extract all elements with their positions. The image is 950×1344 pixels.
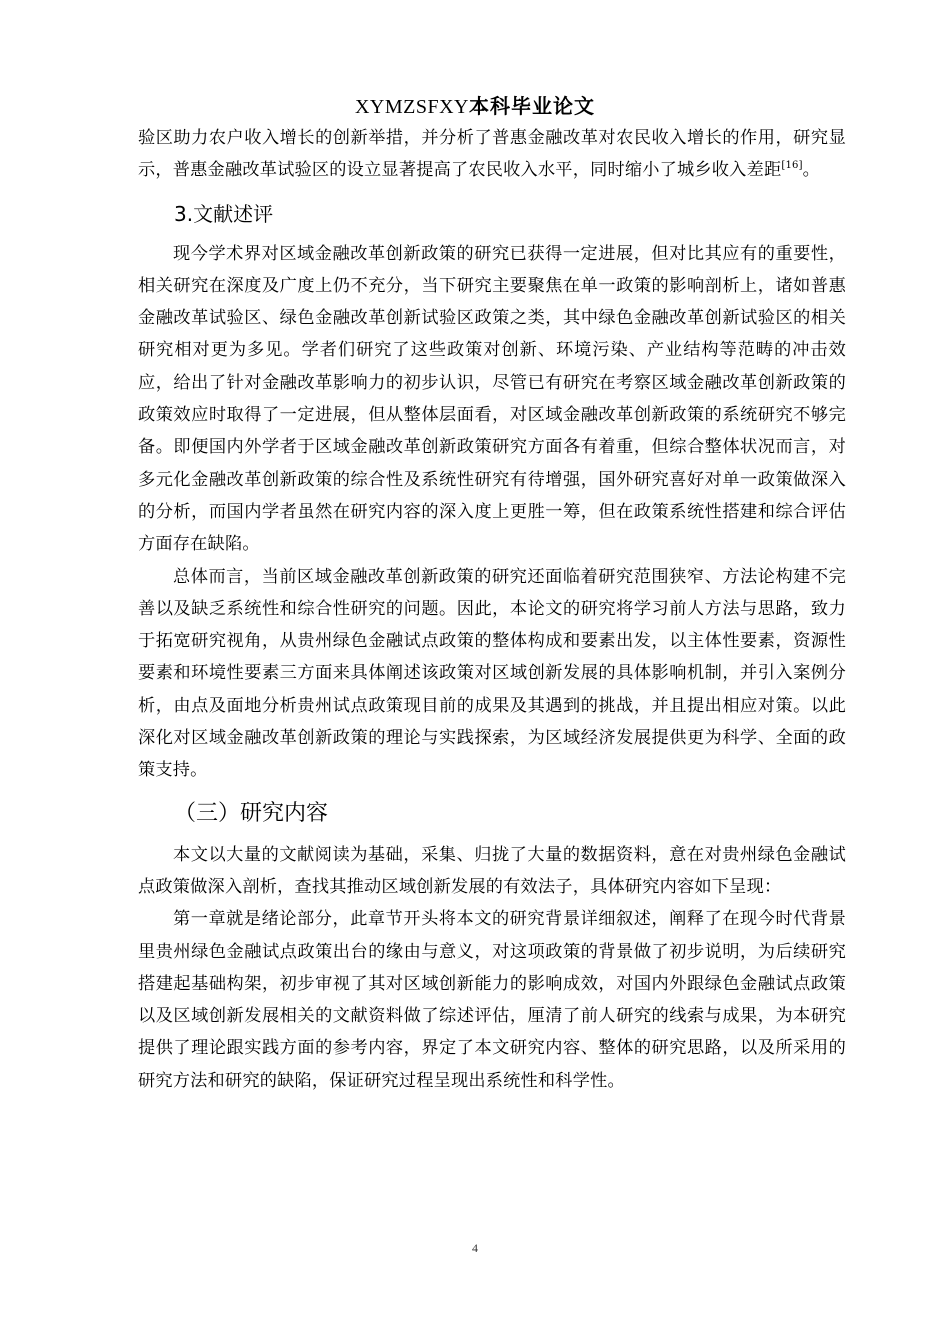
section-heading-research-content: （三）研究内容 [174, 800, 329, 826]
paragraph-review-2: 总体而言，当前区域金融改革创新政策的研究还面临着研究范围狭窄、方法论构建不完善以及缺乏系统性和综合性研究的问题。因此，本论文的研究将学习前人方法与思路，致力于拓宽研究视角，从贵州绿色金融试点政策的整体构成和要素出发，以主体性要素，资源性要素和环境性要素三方面来具体阐述该政策对区域创新发展的具体影响机制，并引入案例分析，由点及面地分析贵州试点政策现目前的成果及其遇到的挑战，并且提出相应对策。以此深化对区域金融改革创新政策的理论与实践探索，为区域经济发展提供更为科学、全面的政策支持。 [138, 566, 846, 781]
paragraph-end: 。 [802, 160, 821, 181]
page-header [0, 92, 950, 121]
paragraph-continued [138, 122, 846, 187]
paragraph-content-1: 本文以大量的文献阅读为基础，采集、归拢了大量的数据资料，意在对贵州绿色金融试点政策做深入剖析，查找其推动区域创新发展的有效法子，具体研究内容如下呈现： [138, 844, 846, 897]
page-body [138, 122, 846, 1097]
header-label: 本科毕业论文 [469, 94, 596, 118]
paragraph-content-2: 第一章就是绪论部分，此章节开头将本文的研究背景详细叙述，阐释了在现今时代背景里贵州绿色金融试点政策出台的缘由与意义，对这项政策的背景做了初步说明，为后续研究搭建起基础构架，初步审视了其对区域创新能力的影响成效，对国内外跟绿色金融试点政策以及区域创新发展相关的文献资料做了综述评估，厘清了前人研究的线索与成果，为本研究提供了理论跟实践方面的参考内容，界定了本文研究内容、整体的研究思路，以及所采用的研究方法和研究的缺陷，保证研究过程呈现出系统性和科学性。 [138, 909, 846, 1091]
page-number: 4 [472, 1241, 478, 1255]
header-code: XYMZSFXY [354, 96, 470, 118]
citation-ref: [16] [781, 160, 803, 172]
paragraph-text: 验区助力农户收入增长的创新举措，并分析了普惠金融改革对农民收入增长的作用，研究显示，普惠金融改革试验区的设立显著提高了农民收入水平，同时缩小了城乡收入差距 [138, 128, 846, 181]
paragraph-review-1: 现今学术界对区域金融改革创新政策的研究已获得一定进展，但对比其应有的重要性，相关研究在深度及广度上仍不充分，当下研究主要聚焦在单一政策的影响剖析上，诸如普惠金融改革试验区、绿色金融改革创新试验区政策之类，其中绿色金融改革创新试验区的相关研究相对更为多见。学者们研究了这些政策对创新、环境污染、产业结构等范畴的冲击效应，给出了针对金融改革影响力的初步认识，尽管已有研究在考察区域金融改革创新政策的政策效应时取得了一定进展，但从整体层面看，对区域金融改革创新政策的系统研究不够完备。即便国内外学者于区域金融改革创新政策研究方面各有着重，但综合整体状况而言，对多元化金融改革创新政策的综合性及系统性研究有待增强，国外研究喜好对单一政策做深入的分析，而国内学者虽然在研究内容的深入度上更胜一筹，但在政策系统性搭建和综合评估方面存在缺陷。 [138, 243, 846, 555]
section-heading-literature-review: 3.文献述评 [174, 201, 274, 226]
